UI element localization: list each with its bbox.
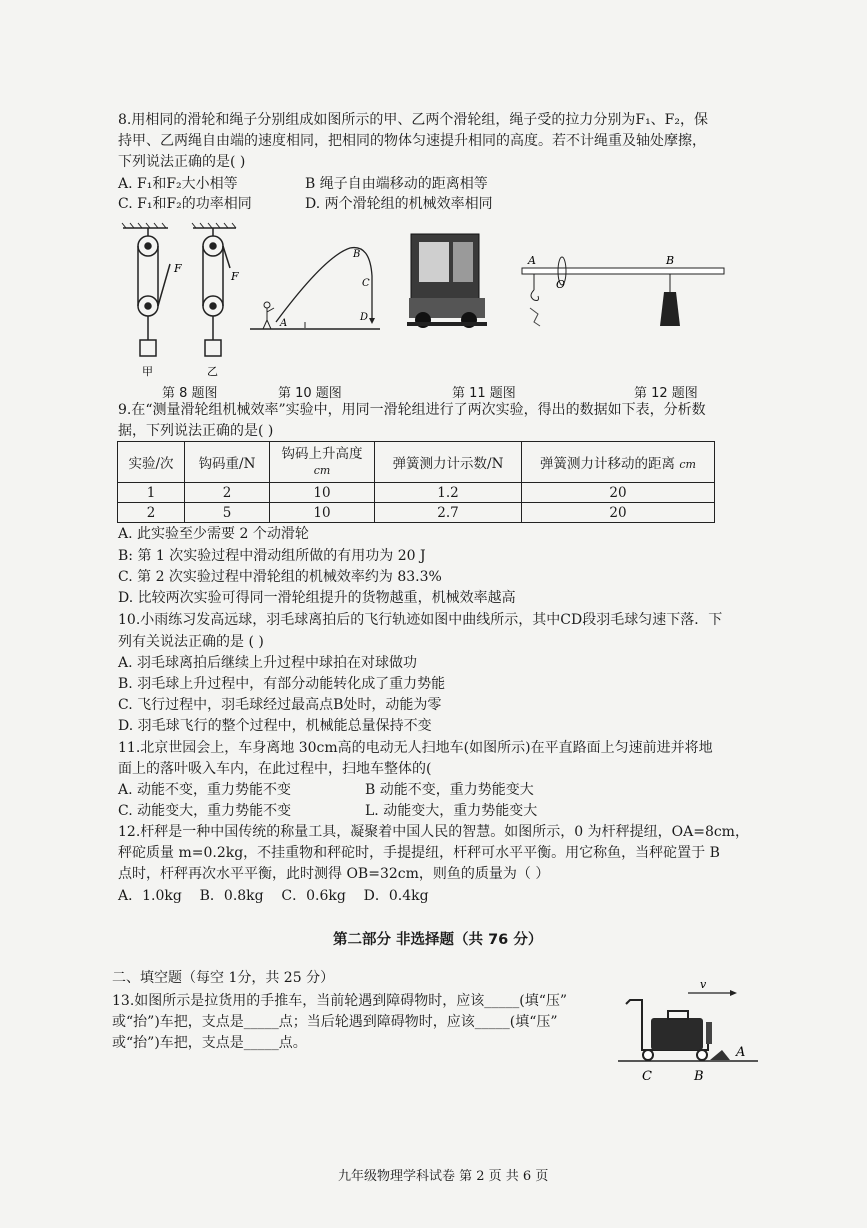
q12-line3: 点时，杆秤再次水平平衡，此时测得 OB=32cm，则鱼的质量为（ ） <box>118 866 550 882</box>
q9-data-table <box>117 441 715 523</box>
header-cell <box>270 442 375 483</box>
fig13-point-c: C <box>642 1069 652 1084</box>
q9-line2: 据，下列说法正确的是( ) <box>118 423 274 439</box>
q10-option-b: B. 羽毛球上升过程中，有部分动能转化成了重力势能 <box>118 676 446 692</box>
fig10-trajectory-diagram <box>250 236 385 336</box>
fig13-velocity-label: v <box>700 978 707 991</box>
page-footer: 九年级物理学科试卷 第 2 页 共 6 页 <box>338 1169 549 1184</box>
header-cell: 弹簧测力计示数/N <box>375 442 522 483</box>
table-cell: 1.2 <box>375 483 522 503</box>
q11-option-a: A. 动能不变，重力势能不变 <box>118 782 292 798</box>
fig12-point-b: B <box>666 254 675 267</box>
table-cell: 10 <box>270 483 375 503</box>
q9-option-b: B: 第 1 次实验过程中滑动组所做的有用功为 20 J <box>118 548 426 564</box>
table-row <box>118 483 715 503</box>
fig8-jia-label: 甲 <box>142 365 153 378</box>
fig8-f1-label: F <box>174 262 182 275</box>
q13-line2: 或“抬”)车把，支点是_____点；当后轮遇到障碍物时，应该_____(填“压” <box>112 1014 558 1030</box>
header-unit: cm <box>313 463 331 477</box>
q8-option-d: D. 两个滑轮组的机械效率相同 <box>305 196 493 212</box>
q8-line2: 持甲、乙两绳自由端的速度相同，把相同的物体匀速提升相同的高度。若不计绳重及轴处摩擦， <box>118 133 706 149</box>
q11-option-d: L. 动能变大，重力势能变大 <box>365 803 538 819</box>
table-cell: 10 <box>270 503 375 523</box>
fig12-caption: 第 12 题图 <box>634 386 698 401</box>
q12-line1: 12.杆秤是一种中国传统的称量工具，凝聚着中国人民的智慧。如图所示，0 为杆秤提纽，OA=8cm， <box>118 824 749 840</box>
q9-option-d: D. 比较两次实验可得同一滑轮组提升的货物越重，机械效率越高 <box>118 590 516 606</box>
fig10-caption: 第 10 题图 <box>278 386 342 401</box>
q13-line3: 或“抬”)车把，支点是_____点。 <box>112 1035 307 1051</box>
table-row <box>118 503 715 523</box>
q10-option-d: D. 羽毛球飞行的整个过程中，机械能总量保持不变 <box>118 718 432 734</box>
q11-line1: 11.北京世园会上，车身离地 30cm高的电动无人扫地车(如图所示)在平直路面上匀速前进并将地 <box>118 740 713 756</box>
table-cell: 20 <box>522 483 715 503</box>
fig8-yi-label: 乙 <box>207 365 218 378</box>
fig8-pulley-diagram <box>118 222 248 380</box>
part2-title: 第二部分 非选择题（共 76 分） <box>333 932 543 948</box>
q10-line2: 列有关说法正确的是 ( ) <box>118 634 264 650</box>
q10-line1: 10.小雨练习发高远球，羽毛球离拍后的飞行轨迹如图中曲线所示，其中CD段羽毛球匀速下落．下 <box>118 612 723 628</box>
fig13-point-b: B <box>694 1069 704 1084</box>
section-fill-blank-title: 二、填空题（每空 1分，共 25 分） <box>112 970 335 986</box>
table-cell: 2 <box>185 483 270 503</box>
q8-line3: 下列说法正确的是( ) <box>118 154 246 170</box>
table-cell: 1 <box>118 483 185 503</box>
fig13-point-a: A <box>736 1045 746 1060</box>
q9-option-a: A. 此实验至少需要 2 个动滑轮 <box>118 526 309 542</box>
table-cell: 20 <box>522 503 715 523</box>
fig10-point-c: C <box>362 278 370 289</box>
q12-options: A．1.0kg B．0.8kg C．0.6kg D．0.4kg <box>118 888 429 904</box>
header-cell: 实验/次 <box>118 442 185 483</box>
table-cell: 5 <box>185 503 270 523</box>
q10-option-a: A. 羽毛球离拍后继续上升过程中球拍在对球做功 <box>118 655 418 671</box>
fig12-point-a: A <box>528 254 536 267</box>
q10-option-c: C. 飞行过程中，羽毛球经过最高点B处时，动能为零 <box>118 697 442 713</box>
fig8-f2-label: F <box>231 270 239 283</box>
table-cell: 2.7 <box>375 503 522 523</box>
q11-option-c: C. 动能变大，重力势能不变 <box>118 803 292 819</box>
header-unit: cm <box>679 458 696 471</box>
q8-option-c: C. F₁和F₂的功率相同 <box>118 196 252 212</box>
q12-line2: 秤砣质量 m=0.2kg，不挂重物和秤砣时，手提提纽，杆秤可水平平衡。用它称鱼，当秤砣置于 B <box>118 845 720 861</box>
q13-line1: 13.如图所示是拉货用的手推车，当前轮遇到障碍物时，应该_____(填“压” <box>112 993 568 1009</box>
q9-option-c: C. 第 2 次实验过程中滑轮组的机械效率约为 83.3% <box>118 569 442 585</box>
q8-option-a: A. F₁和F₂大小相等 <box>118 176 238 192</box>
fig13-handcart-diagram <box>618 978 768 1086</box>
q11-option-b: B 动能不变，重力势能变大 <box>365 782 534 798</box>
table-cell: 2 <box>118 503 185 523</box>
fig10-point-d: D <box>360 312 369 323</box>
fig10-point-a: A <box>280 318 288 329</box>
fig12-point-o: O <box>556 278 566 291</box>
fig11-caption: 第 11 题图 <box>452 386 516 401</box>
header-cell: 钩码重/N <box>185 442 270 483</box>
fig12-steelyard-diagram <box>520 248 730 338</box>
q11-line2: 面上的落叶吸入车内，在此过程中，扫地车整体的( <box>118 761 432 777</box>
fig11-sweeper-diagram <box>405 230 490 335</box>
fig10-point-b: B <box>353 249 361 260</box>
header-cell <box>522 442 715 483</box>
fig8-caption: 第 8 题图 <box>162 386 218 401</box>
header-text: 弹簧测力计移动的距离 <box>540 456 676 472</box>
q8-option-b: B 绳子自由端移动的距离相等 <box>305 176 488 192</box>
table-header-row <box>118 442 715 483</box>
q8-line1: 8.用相同的滑轮和绳子分别组成如图所示的甲、乙两个滑轮组，绳子受的拉力分别为F₁、F₂，保 <box>118 112 709 128</box>
q9-line1: 9.在“测量滑轮组机械效率”实验中，用同一滑轮组进行了两次实验，得出的数据如下表，分析数 <box>118 402 706 418</box>
header-text: 钩码上升高度 <box>281 445 363 462</box>
